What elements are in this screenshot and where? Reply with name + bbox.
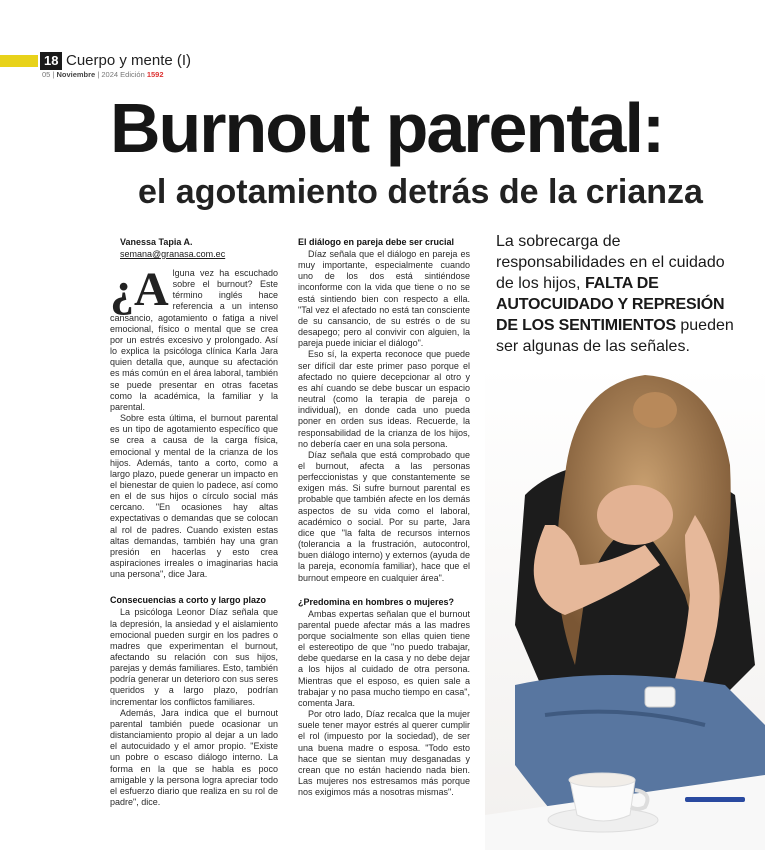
subheading: Consecuencias a corto y largo plazo bbox=[110, 595, 267, 606]
page-number: 18 bbox=[40, 52, 62, 70]
subheadline: el agotamiento detrás de la crianza bbox=[138, 173, 703, 211]
pull-quote-emphasis: FALTA DE AUTOCUIDADO Y REPRESIÓN DE LOS SENTIMIENTOS bbox=[496, 275, 725, 334]
paragraph: lguna vez ha escuchado sobre el burnout? Este término inglés hace referencia a un intenso cansancio, agotamiento o fatiga a nivel emocional, físico o mental que se crea por un estrés excesivo y prolongado. Así lo explica la psicóloga clínica Karla Jara quien detalla que, aunque su afectación es más común en el área laboral, también se puede presentar en otras facetas como la académica, la familiar y la parental. bbox=[110, 268, 278, 412]
paragraph: Ambas expertas señalan que el burnout parental puede afectar más a las madres porque socialmente son ellas quien tiene el estereotipo de que "no puedo trabajar, debe quedarse en la casa y no debe dejar a los hijos al cuidado de otra persona. Mientras que el esposo, es quien sale a trabajar y no pasa mucho tiempo en casa", comenta Jara. bbox=[298, 608, 470, 708]
byline bbox=[120, 236, 225, 260]
section-title: Cuerpo y mente (I) bbox=[66, 52, 192, 69]
stressed-woman-photo bbox=[485, 365, 765, 850]
issue-year: 2024 bbox=[101, 70, 119, 79]
subheading: El diálogo en pareja debe ser crucial bbox=[298, 237, 455, 247]
drop-cap: ¿A bbox=[110, 268, 169, 316]
pull-quote-end: pueden ser algunas de las señales. bbox=[496, 317, 734, 355]
accent-bar bbox=[0, 55, 38, 67]
paragraph: Además, Jara indica que el burnout parental también puede ocasionar un distanciamiento propio al dejar a un lado el autocuidado y el amor propio. "Existe un pobre o escaso diálogo interno. La forma en la que se habla es poco amigable y la persona logra apreciar todo el esfuerzo diario que realiza en su rol de padre", dice. bbox=[110, 707, 278, 808]
issue-label: Edición bbox=[120, 70, 145, 79]
pull-quote bbox=[496, 231, 736, 357]
intro-paragraph bbox=[110, 268, 278, 413]
issue-number: 1592 bbox=[146, 70, 164, 79]
issue-day: 05 bbox=[42, 70, 51, 79]
headline: Burnout parental: bbox=[110, 89, 664, 167]
article-column-1 bbox=[110, 268, 278, 828]
issue-info: 05 | Noviembre | 2024 Edición 1592 bbox=[42, 70, 164, 79]
paragraph: Eso sí, la experta reconoce que puede ser difícil dar este primer paso porque el afectado no quiere decepcionar al otro y es ahí cuando se debe buscar un espacio neutral (como la terapia de pareja o individual), en donde cada uno pueda poner en orden sus ideas. Recuerde, la responsabilidad de la crianza de los hijos, no debería caer en una sola persona. bbox=[298, 349, 470, 449]
author-name: Vanessa Tapia A. bbox=[120, 237, 193, 247]
paragraph: Por otro lado, Díaz recalca que la mujer suele tener mayor estrés al querer cumplir el rol (impuesto por la sociedad), de ser una buena madre o esposa. "Todo esto hace que se sientan muy desganadas y crean que no están haciendo nada bien. Las mujeres nos estresamos más porque nos exigimos más a nosotras mismas". bbox=[298, 709, 470, 798]
subheading: ¿Predomina en hombres o mujeres? bbox=[298, 596, 455, 607]
issue-month: Noviembre bbox=[56, 70, 96, 79]
article-column-2 bbox=[298, 236, 470, 836]
paragraph: Sobre esta última, el burnout parental es un tipo de agotamiento específico que se crea a causa de la carga física, emocional y mental de la crianza de los hijos. Además, tanto a corto, como a largo plazo, puede generar un impacto en el bienestar de quien lo padece, así como en el de sus hijos o círculo social más cercano. "En ocasiones hay altas expectativas o demandas que se colocan al rol de padres. Cuando existen estas altas demandas, también hay una gran presión en hacerlas y esto crea aspiraciones irreales o imaginarias hacia una persona", dice Jara. bbox=[110, 413, 278, 580]
paragraph: Díaz señala que está comprobado que el burnout, afecta a las personas perfeccionistas y que constantemente se exigen más. Si sufre burnout parental es probable que también afecte en los demás aspectos de su vida como el laboral, académico o social. Por su parte, Jara dice que "la falta de recursos internos (tolerancia a la frustración, autocontrol, buen diálogo interno) y externos (ayuda de la pareja, economía familiar), hace que el burnout empeore en cualquier área". bbox=[298, 449, 470, 583]
pull-quote-text: La sobrecarga de responsabilidades en el cuidado de los hijos, bbox=[496, 233, 725, 292]
paragraph: La psicóloga Leonor Díaz señala que la depresión, la ansiedad y el aislamiento emocional pueden surgir en los padres o madres que experimentan el burnout, afectando su relación con sus hijos, parejas y demás familiares. Esto, también podría generar un deterioro con sus seres queridos y a largo plazo, podrían incrementar los conflictos familiares. bbox=[110, 607, 278, 707]
page-header bbox=[0, 52, 300, 70]
paragraph: Díaz señala que el diálogo en pareja es muy importante, especialmente cuando uno de los dos está sintiéndose inconforme con la vida que tiene o no se está sintiendo bien con respecto a ella. "Tal vez el afectado no está tan consciente de su cansancio, de su estrés o de su desapego; pero al convivir con alguien, la pareja puede iniciar el diálogo". bbox=[298, 249, 470, 349]
author-email[interactable]: semana@granasa.com.ec bbox=[120, 249, 226, 259]
